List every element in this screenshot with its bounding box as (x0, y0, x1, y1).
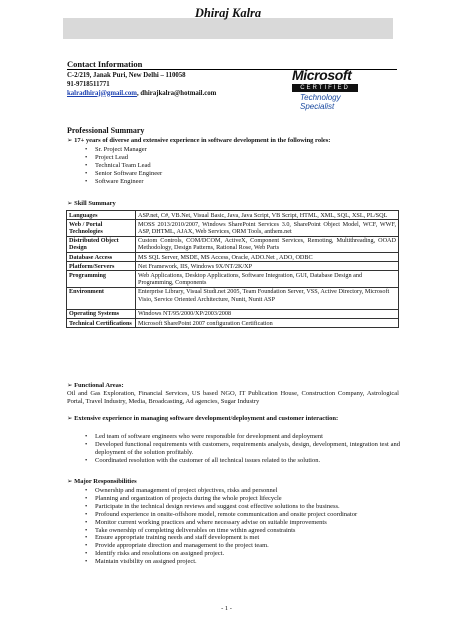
arrow-bullet-icon: ➢ (67, 136, 73, 144)
certified-band: CERTIFIED (292, 84, 358, 92)
list-item: • Provide appropriate direction and management to the project team. (95, 542, 400, 550)
page-number: - 1 - (221, 605, 232, 612)
arrow-bullet-icon: ➢ (67, 414, 73, 422)
summary-intro-text: 17+ years of diverse and extensive experience in software development in the following roles: (74, 137, 331, 144)
responsibilities-section (67, 478, 399, 486)
table-row (67, 319, 399, 328)
functional-areas-title: Functional Areas: (74, 382, 124, 389)
list-item: • Take ownership of completing deliverables on time within agreed constraints (95, 527, 400, 535)
specialist-line-1: Technology (300, 93, 341, 102)
list-item: • Participate in the technical design reviews and suggest cost effective solutions to the business. (95, 503, 400, 511)
list-item: • Monitor current working practices and where necessary advise on suitable improvements (95, 519, 400, 527)
table-row (67, 253, 399, 262)
skill-value: MOSS 2013/2010/2007, Windows SharePoint Services 3.0, SharePoint Object Model, WCF, WWF, ASP, DHTML, AJAX, Web Services, ORM Tools, anthem.net (136, 220, 399, 236)
skill-summary-title: Skill Summary (74, 200, 116, 207)
contact-address: C-2/219, Janak Puri, New Delhi – 110058 (67, 72, 186, 79)
email-separator: , (136, 89, 139, 97)
skill-table (66, 210, 399, 328)
list-item: • Software Engineer (95, 178, 162, 186)
microsoft-certified-logo (292, 67, 398, 119)
skill-key: Languages (67, 211, 136, 220)
specialist-title (300, 93, 398, 111)
email-secondary: dhirajkalra@hotmail.com (140, 89, 217, 97)
skill-value: Web Applications, Desktop Applications, Software Integration, GUI, Database Design and Programming, Components (136, 271, 399, 287)
list-item: • Led team of software engineers who were responsible for development and deployment (95, 433, 400, 441)
skill-key: Database Access (67, 253, 136, 262)
list-item: • Coordinated resolution with the customer of all technical issues related to the solution. (95, 457, 400, 465)
table-row (67, 271, 399, 287)
microsoft-wordmark: Microsoft (292, 67, 352, 83)
list-item: • Ownership and management of project objectives, risks and personnel (95, 487, 400, 495)
skill-value: Enterprise Library, Visual Studi.net 2005, Team Foundation Server, VSS, Active Directory, Microsoft Visio, Service Oriented Architecture, Nunit, Nunit ASP (136, 287, 399, 309)
table-row (67, 287, 399, 309)
contact-phone: 91-9718511771 (67, 80, 110, 88)
skill-value: Windows NT/95/2000/XP/2003/2008 (136, 309, 399, 318)
skill-key: Web / Portal Technologies (67, 220, 136, 236)
skill-summary-heading (67, 199, 116, 207)
responsibilities-list (95, 487, 400, 566)
table-row (67, 220, 399, 236)
experience-list (95, 433, 400, 465)
list-item: • Project Lead (95, 154, 162, 162)
skill-value: Custom Controls, COM/DCOM, ActiveX, Component Services, Remoting, Multithreading, OOAD Methodology, Design Patterns, Rational Rose, Web Parts (136, 236, 399, 252)
list-item: • Identify risks and resolutions on assigned project. (95, 550, 400, 558)
list-item: • Profound experience in onsite-offshore model, remote communication and onsite project coordinator (95, 511, 400, 519)
functional-areas-section (67, 382, 399, 406)
specialist-line-2: Specialist (300, 102, 335, 111)
table-row (67, 309, 399, 318)
table-row (67, 262, 399, 271)
candidate-name: Dhiraj Kalra (194, 6, 262, 20)
responsibilities-title: Major Responsibilities (74, 478, 137, 485)
arrow-bullet-icon: ➢ (67, 477, 73, 485)
contact-section-title: Contact Information (67, 59, 143, 69)
role-list (95, 146, 162, 186)
skill-key: Technical Certifications (67, 319, 136, 328)
skill-value: Microsoft SharePoint 2007 configuration Certification (136, 319, 399, 328)
experience-title: Extensive experience in managing software development/deployment and customer interaction: (74, 415, 339, 422)
list-item: • Ensure appropriate training needs and staff development is met (95, 534, 400, 542)
professional-summary-title: Professional Summary (67, 126, 145, 135)
table-row (67, 236, 399, 252)
skill-value: MS SQL Server, MSDE, MS Access, Oracle, ADO.Net , ADO, ODBC (136, 253, 399, 262)
skill-value: Net Framework, IIS, Windows 9X/NT/2K/XP (136, 262, 399, 271)
list-item: • Senior Software Engineer (95, 170, 162, 178)
list-item: • Maintain visibility on assigned project. (95, 558, 400, 566)
list-item: • Developed functional requirements with customers, requirements analysis, design, development, integration test and deployment of the solution profitably. (95, 441, 400, 457)
contact-details (67, 72, 216, 98)
arrow-bullet-icon: ➢ (67, 381, 73, 389)
email-link-primary[interactable]: kalradhiraj@gmail.com (67, 89, 137, 97)
list-item: • Sr. Project Manager (95, 146, 162, 154)
table-row (67, 211, 399, 220)
skill-key: Programming (67, 271, 136, 287)
functional-areas-text: Oil and Gas Exploration, Financial Services, US based NGO, IT Publication House, Construction Company, Astrological Portal, Travel Industry, Media, Broadcasting, Ad agencies, Sugar Industry (67, 389, 399, 405)
skill-key: Environment (67, 287, 136, 309)
list-item: • Technical Team Lead (95, 162, 162, 170)
experience-section (67, 415, 399, 423)
arrow-bullet-icon: ➢ (67, 199, 73, 207)
list-item: • Planning and organization of projects during the whole project lifecycle (95, 495, 400, 503)
skill-key: Platform/Servers (67, 262, 136, 271)
name-banner (63, 18, 393, 39)
skill-value: ASP.net, C#, VB.Net, Visual Basic, Java, Java Script, VB Script, HTML, XML, SQL, XSL, PL/SQL (136, 211, 399, 220)
summary-intro (67, 136, 407, 145)
skill-key: Distributed Object Design (67, 236, 136, 252)
skill-key: Operating Systems (67, 309, 136, 318)
